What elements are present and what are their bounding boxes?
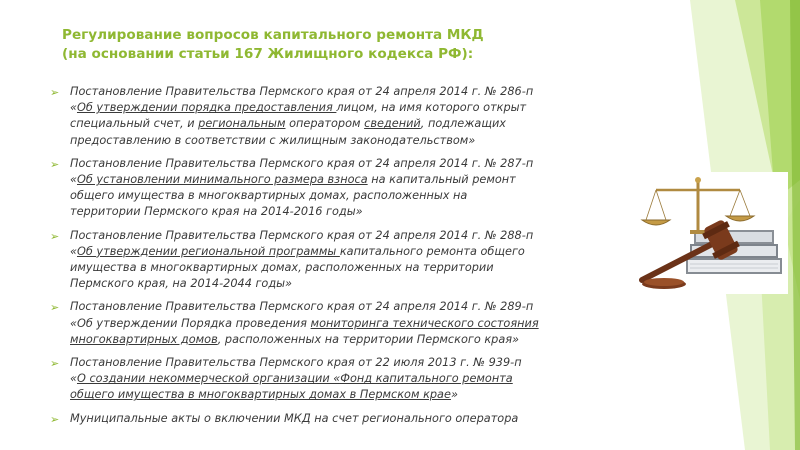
list-item [48, 411, 608, 427]
regulation-list [48, 84, 608, 434]
link-text[interactable]: общего имущества в многоквартирных домах в Пермском крае [70, 388, 451, 402]
link-text[interactable]: многоквартирных домов [70, 332, 218, 346]
list-item [48, 156, 608, 221]
item-line: «О создании некоммерческой организации «Фонд капитального ремонта [70, 372, 513, 386]
item-line: Постановление Правительства Пермского края от 24 апреля 2014 г. № 289-п [70, 300, 534, 314]
link-text[interactable]: Об установлении минимального размера взноса [76, 173, 368, 187]
item-line: Постановление Правительства Пермского края от 24 апреля 2014 г. № 286-п [70, 85, 534, 98]
item-line: «Об установлении минимального размера взноса на капитальный ремонт [70, 173, 516, 187]
link-text[interactable]: Об утверждении порядка предоставления [76, 101, 337, 115]
item-line: имущества в многоквартирных домах, расположенных на территории [70, 261, 494, 275]
title-line-1: Регулирование вопросов капитального ремонта МКД [62, 27, 484, 43]
item-line: предоставлению в соответствии с жилищным законодательством» [70, 133, 476, 147]
item-line: Муниципальные акты о включении МКД на счет регионального оператора [70, 411, 519, 425]
link-text[interactable]: региональным [198, 117, 286, 131]
item-line: общего имущества в многоквартирных домах в Пермском крае» [70, 388, 458, 402]
item-line: Пермского края, на 2014-2044 годы» [70, 277, 293, 291]
item-line: общего имущества в многоквартирных домах, расположенных на [70, 189, 468, 203]
item-line: Постановление Правительства Пермского края от 22 июля 2013 г. № 939-п [70, 356, 522, 370]
slide-title [62, 26, 482, 63]
list-item [48, 84, 608, 149]
list-item [48, 299, 608, 348]
link-text[interactable]: Об утверждении региональной программы [76, 244, 340, 258]
arrow-bullet-icon: ➢ [50, 229, 60, 243]
item-line: Постановление Правительства Пермского края от 24 апреля 2014 г. № 288-п [70, 228, 534, 242]
scales-gavel-books-image [612, 172, 788, 294]
link-text[interactable]: сведений [364, 117, 421, 131]
arrow-bullet-icon: ➢ [50, 412, 60, 426]
item-line: Постановление Правительства Пермского края от 24 апреля 2014 г. № 287-п [70, 156, 534, 170]
item-line: «Об утверждении региональной программы капитального ремонта общего [70, 244, 525, 258]
arrow-bullet-icon: ➢ [50, 86, 60, 99]
arrow-bullet-icon: ➢ [50, 157, 60, 171]
link-text[interactable]: О создании некоммерческой организации «Фонд капитального ремонта [76, 372, 513, 386]
arrow-bullet-icon: ➢ [50, 301, 60, 315]
item-line: «Об утверждении Порядка проведения мониторинга технического состояния [70, 316, 539, 330]
item-line: многоквартирных домов, расположенных на территории Пермского края» [70, 332, 520, 346]
item-line: специальный счет, и региональным оператором сведений, подлежащих [70, 117, 506, 131]
list-item [48, 355, 608, 404]
item-line: территории Пермского края на 2014-2016 годы» [70, 205, 363, 219]
link-text[interactable]: мониторинга технического состояния [310, 316, 539, 330]
list-item [48, 228, 608, 293]
title-line-2: (на основании статьи 167 Жилищного кодекса РФ): [62, 45, 474, 62]
item-line: «Об утверждении порядка предоставления лицом, на имя которого открыт [70, 101, 527, 115]
arrow-bullet-icon: ➢ [50, 357, 60, 371]
